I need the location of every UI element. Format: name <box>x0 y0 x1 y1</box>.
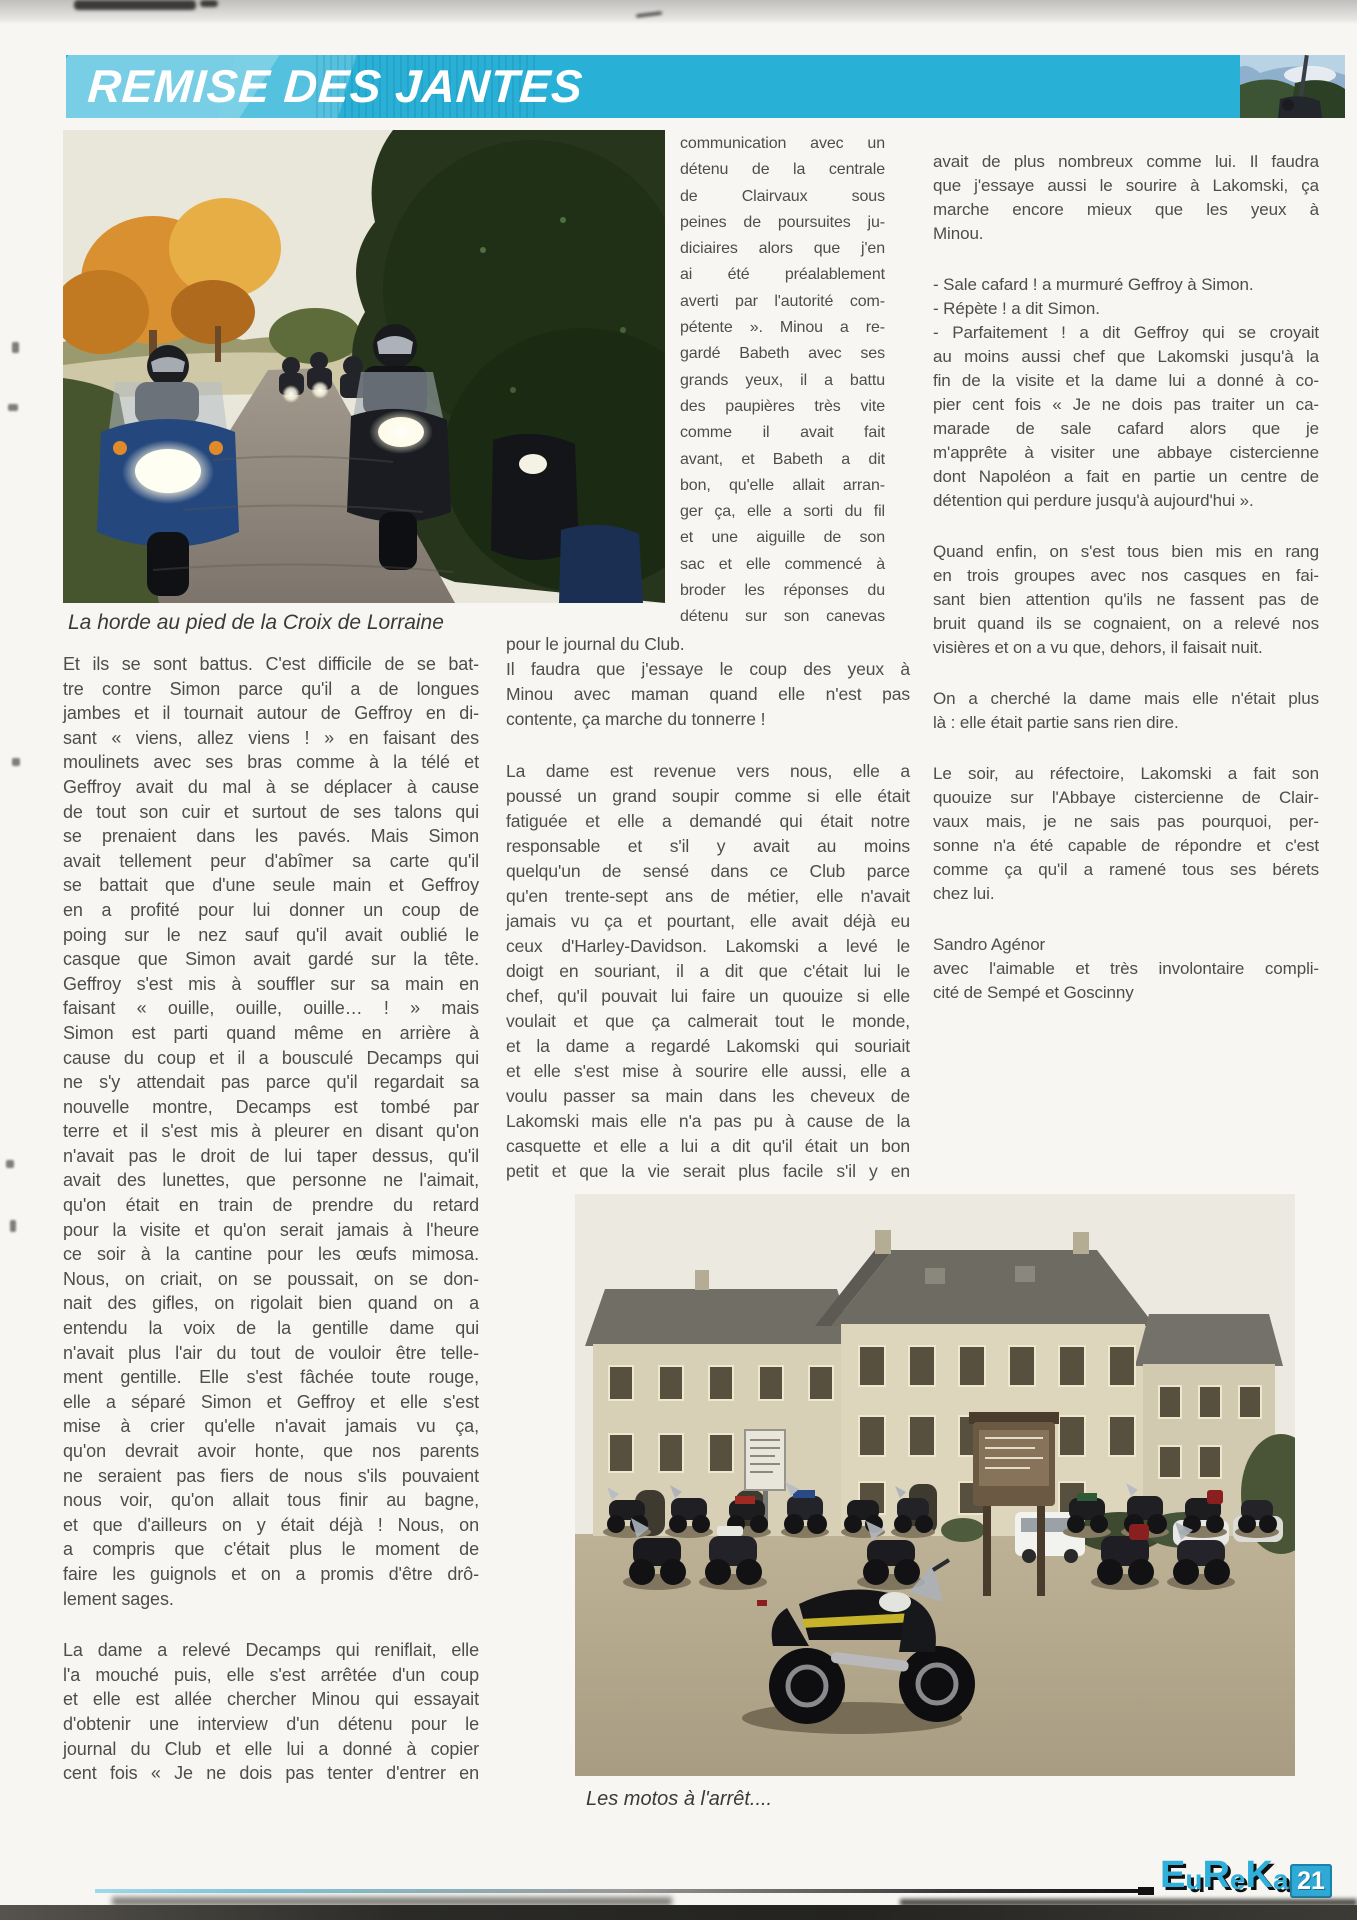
body-paragraph: On a cherché la dame mais elle n'était plus là : elle était partie sans rien dire. <box>933 689 1319 732</box>
photo-les-motos <box>575 1194 1295 1776</box>
eureka-logo <box>1160 1856 1289 1894</box>
logo-letter: K <box>1245 1854 1273 1896</box>
dialogue-paragraph: - Parfaitement ! a dit Geffroy qui se croyait au moins aussi chef que Lakomski jusqu'à la fin de la visite et la dame lui a donné à co- pier cent fois « Je ne dois pas traiter un ca- marade de sale cafard alors que je m'apprête à visiter une abbaye cistercienne dont Napoléon a fait en partie un centre de détention qui perdure jusqu'à aujourd'hui ». <box>933 323 1319 510</box>
footer-rule <box>95 1889 1153 1893</box>
body-paragraph: Et ils se sont battus. C'est difficile de se bat- tre contre Simon parce qu'il a de longues jambes et il tournait autour de Geffroy en di- sant « viens, allez viens ! » en faisant des moulinets avec ses bras comme à la télé et Geffroy avait du mal à se déplacer à cause de tout son cuir et surtout de ses talons qui se prenaient dans les pavés. Mais Simon avait tellement peur d'abîmer sa carte qu'il se battait que d'une seule main et Geffroy en a profité pour lui donner un coup de poing sur le nez sauf qu'il avait oublié le casque que Simon avait gardé sur la tête. Geffroy s'est mis à souffler sur sa main en faisant « ouille, ouille, ouille… ! » mais Simon est parti quand même en arrière à cause du coup et il a bousculé Decamps qui ne s'y attendait pas parce qu'il regardait sa nouvelle montre, Decamps est tombé par terre et il s'est mis à pleurer en disant qu'on n'avait pas le droit de lui taper dessus, qu'il avait des lunettes, que personne ne l'aimait, qu'on était en train de prendre du retard pour la visite et qu'on serait jamais à l'heure ce soir à la cantine pour les œufs mimosa. Nous, on criait, on se poussait, on se don- nait des gifles, on rigolait bien quand on a entendu la voix de la gentille dame qui n'avait plus l'air du tout de vouloir être telle- ment gentille. Elle s'est fâchée toute rouge, elle a séparé Simon et Geffroy et elle s'est mise à crier qu'elle n'avait jamais vu ça, qu'on devrait avoir honte, que nos parents ne seraient pas fiers de nous s'ils pouvaient nous voir, qu'on allait tous finir au bagne, et que d'ailleurs on y était déjà ! Nous, on a compris que c'était plus le moment de faire les guignols et on a promis d'être drô- lement sages. <box>63 654 479 1609</box>
dialogue-line: - Sale cafard ! a murmuré Geffroy à Simon. <box>933 275 1254 294</box>
logo-letter: u <box>1185 1864 1203 1895</box>
dialogue-line: - Répète ! a dit Simon. <box>933 299 1100 318</box>
signature-credit: avec l'aimable et très involontaire compli- cité de Sempé et Goscinny <box>933 959 1319 1002</box>
logo-letter: E <box>1160 1854 1186 1896</box>
body-paragraph: Il faudra que j'essaye le coup des yeux à Minou avec maman quand elle n'est pas contente, ça marche du tonnerre ! <box>506 659 910 729</box>
body-paragraph: La dame a relevé Decamps qui reniflait, elle l'a mouché puis, elle s'est arrêtée d'un coup et elle est allée chercher Minou qui essayait d'obtenir une interview d'un détenu pour le journal du Club et elle lui a donné à copier cent fois « Je ne dois pas tenter d'entrer en <box>63 1640 479 1784</box>
banner-photo-fragment <box>1240 55 1345 118</box>
scan-bottom-band <box>0 1905 1357 1920</box>
body-paragraph: avait de plus nombreux comme lui. Il faudra que j'essaye aussi le sourire à Lakomski, ça marche encore mieux que les yeux à Minou. <box>933 152 1319 243</box>
header-banner <box>66 55 1345 118</box>
scan-smudge <box>200 0 218 7</box>
logo-letter: a <box>1272 1864 1289 1895</box>
photo-la-horde <box>63 130 665 603</box>
logo-letter: R <box>1202 1854 1230 1896</box>
right-column <box>933 150 1319 1005</box>
signature-name: Sandro Agénor <box>933 935 1046 954</box>
body-paragraph: Quand enfin, on s'est tous bien mis en rang en trois groupes avec nos casques en fai- sant bien attention qu'ils ne fassent pas de bruit quand ils se cognaient, on a relevé nos visières et on a vu que, dehors, il faisait nuit. <box>933 542 1319 657</box>
scan-edge-mark <box>8 404 18 411</box>
body-paragraph: Le soir, au réfectoire, Lakomski a fait son quouize sur l'Abbaye cistercienne de Clair- vaux mais, je ne sais pas pourquoi, per- sonne n'a été capable de répondre et c'est comme ça qu'il a ramené tous ses bérets chez lui. <box>933 764 1319 903</box>
scan-edge-mark <box>12 758 20 766</box>
middle-column-narrow: communication avec un détenu de la centrale de Clairvaux sous peines de poursuites ju- diciaires alors que j'en ai été préalablement averti par l'autorité com- pétente ». Minou a re- gardé Babeth avec ses grands yeux, il a battu des paupières très vite comme il avait fait avant, et Babeth a dit bon, qu'elle allait arran- ger ça, elle a sorti du fil et une aiguille de son sac et elle commencé à broder les réponses du détenu sur son canevas <box>680 135 885 626</box>
body-paragraph: pour le journal du Club. <box>506 634 685 654</box>
scan-edge-mark <box>12 342 19 353</box>
logo-letter: e <box>1229 1864 1246 1895</box>
left-column <box>63 652 479 1813</box>
footer-rule-end <box>1138 1887 1154 1895</box>
scan-edge-mark <box>6 1160 14 1168</box>
page-title: REMISE DES JANTES <box>86 60 585 112</box>
body-paragraph: La dame est revenue vers nous, elle a poussé un grand soupir comme si elle était fatiguée et elle a demandé qui était notre responsable et s'il y avait au moins quelqu'un de sensé dans ce Club parce qu'en trente-sept ans de métier, elle n'avait jamais vu ça et pourtant, elle avait déjà eu ceux d'Harley-Davidson. Lakomski a levé le doigt en souriant, il a dit que c'était lui le chef, qu'il pouvait lui faire un quouize si elle voulait et que ça calmerait tout le monde, et la dame a regardé Lakomski qui souriait et elle s'est mise à sourire elle aussi, elle a voulu passer sa main dans les cheveux de Lakomski mais elle n'a pas pu à cause de la casquette et elle a lui a dit qu'il était un bon petit et que la vie serait plus facile s'il y en <box>506 761 910 1181</box>
photo2-caption: Les motos à l'arrêt.... <box>586 1788 773 1810</box>
middle-column <box>506 632 910 1211</box>
scan-smudge <box>74 0 196 10</box>
scan-edge-mark <box>10 1220 16 1232</box>
photo1-caption: La horde au pied de la Croix de Lorraine <box>68 611 444 634</box>
page-number-badge: 21 <box>1290 1864 1332 1898</box>
